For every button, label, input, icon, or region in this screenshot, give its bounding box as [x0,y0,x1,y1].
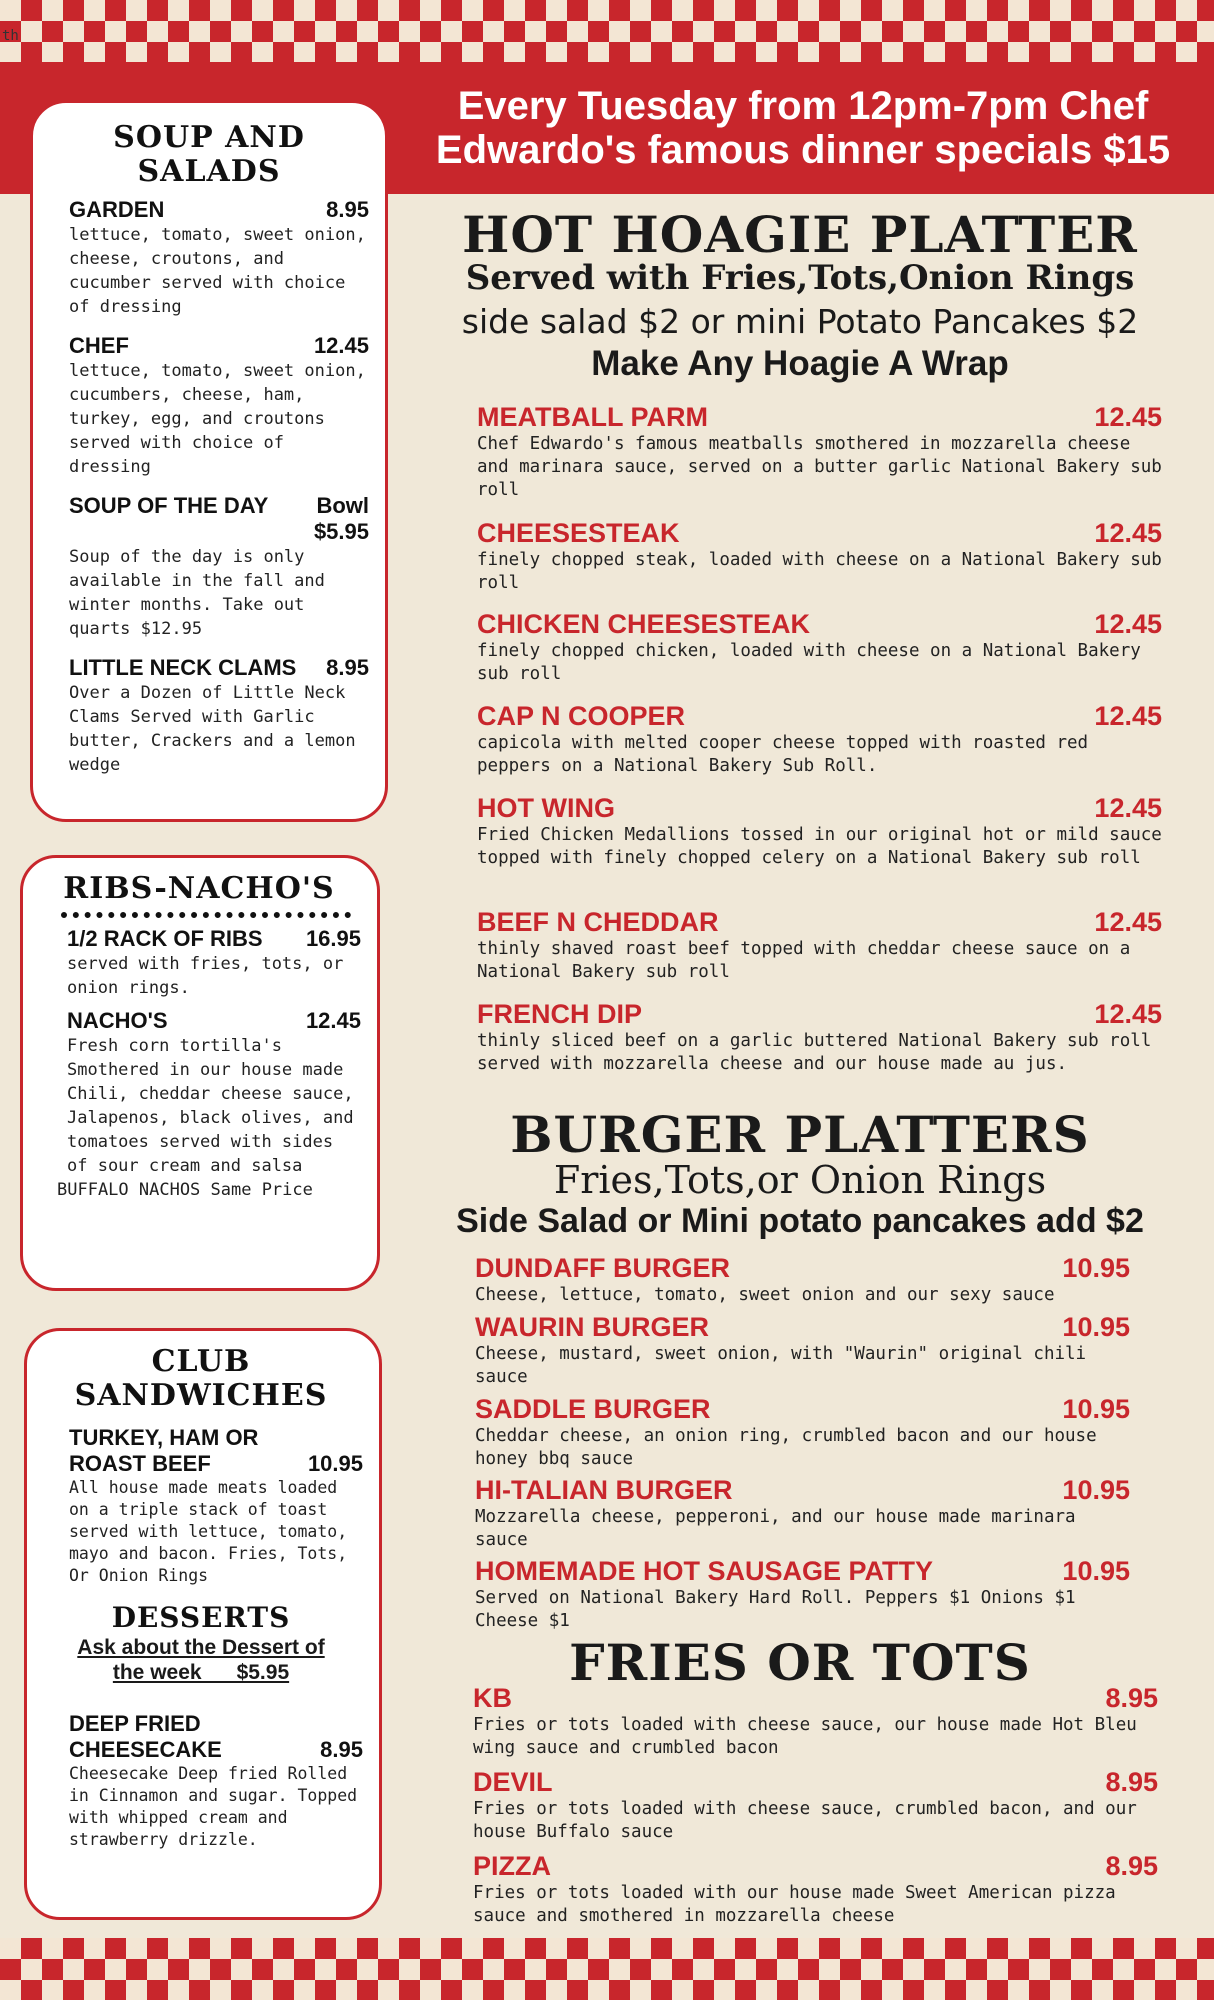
item-description: All house made meats loaded on a triple stack of toast served with lettuce, tomato, mayo and bacon. Fries, Tots, Or Onion Rings [69,1478,348,1585]
item-description: Soup of the day is only available in the fall and winter months. Take out quarts $12.95 [69,547,325,639]
item-name: HI-TALIAN BURGER [475,1475,733,1505]
checkered-border-bottom [0,1938,1214,2000]
item-price: 10.95 [1062,1556,1130,1586]
item-price: 12.45 [1094,999,1162,1029]
item-price: 8.95 [1105,1683,1158,1713]
ribs-nachos-title: RIBS-NACHO'S [63,871,335,906]
item-price: 12.45 [1094,609,1162,639]
item-description: served with fries, tots, or onion rings. [67,954,344,998]
menu-item [69,197,369,319]
item-name: SOUP OF THE DAY [69,493,269,518]
item-price: 8.95 [1105,1767,1158,1797]
item-description: lettuce, tomato, sweet onion, cheese, croutons, and cucumber served with choice of dressing [69,225,366,317]
item-name-line1: TURKEY, HAM OR [69,1425,259,1450]
item-description: Served on National Bakery Hard Roll. Peppers $1 Onions $1 Cheese $1 [475,1588,1076,1631]
item-description: Cheese, mustard, sweet onion, with "Waurin" original chili sauce [475,1344,1087,1387]
item-price: 12.45 [1094,701,1162,731]
menu-item [477,907,1162,984]
dessert-of-week-note [39,1635,363,1685]
item-name: BEEF N CHEDDAR [477,907,719,937]
item-price: Bowl $5.95 [313,493,369,544]
soup-salads-box [30,100,388,822]
item-price: 12.45 [313,333,369,358]
soup-salads-title: SOUP AND SALADS [113,120,305,189]
item-name: FRENCH DIP [477,999,643,1029]
hoagie-title: HOT HOAGIE PLATTER [462,205,1138,264]
item-price: 10.95 [307,1451,363,1476]
buffalo-nachos-note: BUFFALO NACHOS Same Price [57,1180,313,1200]
menu-item [69,493,369,641]
item-description: finely chopped steak, loaded with cheese on a National Bakery sub roll [477,550,1162,593]
club-desserts-box [24,1328,382,1920]
item-description: Mozzarella cheese, pepperoni, and our house made marinara sauce [475,1507,1076,1550]
burger-sub2: Side Salad or Mini potato pancakes add $2 [456,1202,1144,1240]
item-name: CHEESESTEAK [477,518,680,548]
item-name: HOT WING [477,793,615,823]
item-description: thinly sliced beef on a garlic buttered National Bakery sub roll served with mozzarella cheese and our house made au jus. [477,1031,1152,1074]
menu-item [69,333,369,479]
item-description: Fresh corn tortilla's Smothered in our house made Chili, cheddar cheese sauce, Jalapenos, black olives, and tomatoes served with sides of sour cream and salsa [67,1036,354,1176]
menu-item [69,655,369,777]
item-name: KB [473,1683,512,1713]
menu-item [473,1851,1158,1928]
menu-item [475,1253,1130,1307]
item-name: HOMEMADE HOT SAUSAGE PATTY [475,1556,934,1586]
item-name: 1/2 RACK OF RIBS [67,926,263,951]
corner-text: th [2,28,19,44]
dotted-divider [61,908,351,918]
item-description: lettuce, tomato, sweet onion, cucumbers, cheese, ham, turkey, egg, and croutons served with choice of dressing [69,361,366,477]
item-name: NACHO'S [67,1008,168,1033]
tuesday-banner: Every Tuesday from 12pm-7pm Chef Edwardo's famous dinner specials $15 [392,62,1214,194]
item-name: GARDEN [69,197,165,222]
menu-item [69,1425,363,1587]
item-price: 8.95 [326,197,369,222]
burger-sub1: Fries,Tots,or Onion Rings [553,1158,1047,1202]
item-name: DUNDAFF BURGER [475,1253,730,1283]
item-description: Fries or tots loaded with cheese sauce, our house made Hot Bleu wing sauce and crumbled bacon [473,1715,1137,1758]
menu-item [475,1475,1130,1552]
menu-item [473,1767,1158,1844]
item-name-line2: ROAST BEEF [69,1451,211,1476]
item-price: 8.95 [326,655,369,680]
item-price: 12.45 [1094,793,1162,823]
dessert-note-line2: the week $5.95 [112,1661,290,1684]
menu-item [475,1394,1130,1471]
menu-item [67,1008,361,1178]
hoagie-sub3: Make Any Hoagie A Wrap [591,344,1009,383]
menu-item [475,1312,1130,1389]
dessert-note-line1: Ask about the Dessert of [77,1636,325,1659]
hoagie-sub1: Served with Fries,Tots,Onion Rings [465,258,1135,298]
item-description: Fries or tots loaded with our house made Sweet American pizza sauce and smothered in mozzarella cheese [473,1883,1116,1926]
item-price: 8.95 [1105,1851,1158,1881]
menu-item [477,609,1162,686]
item-price: 12.45 [1094,907,1162,937]
item-description: Chef Edwardo's famous meatballs smothered in mozzarella cheese and marinara sauce, served on a butter garlic National Bakery sub roll [477,434,1162,500]
checkered-border-top [0,0,1214,62]
item-description: Fried Chicken Medallions tossed in our original hot or mild sauce topped with finely chopped celery on a National Bakery sub roll [477,825,1162,868]
menu-item [477,518,1162,595]
item-description: Cheese, lettuce, tomato, sweet onion and our sexy sauce [475,1285,1055,1305]
item-description: finely chopped chicken, loaded with cheese on a National Bakery sub roll [477,641,1141,684]
item-name: DEVIL [473,1767,553,1797]
item-name: PIZZA [473,1851,551,1881]
menu-item [477,999,1162,1076]
club-sandwiches-title: CLUB SANDWICHES [74,1344,328,1413]
item-price: 12.45 [1094,402,1162,432]
item-description: Cheesecake Deep fried Rolled in Cinnamon and sugar. Topped with whipped cream and strawberry drizzle. [69,1764,358,1849]
item-price: 8.95 [320,1737,363,1762]
item-description: capicola with melted cooper cheese topped with roasted red peppers on a National Bakery Sub Roll. [477,733,1089,776]
item-price: 10.95 [1062,1312,1130,1342]
item-name: SADDLE BURGER [475,1394,711,1424]
desserts-title: DESSERTS [111,1601,291,1634]
menu-item [473,1683,1158,1760]
item-description: Cheddar cheese, an onion ring, crumbled bacon and our house honey bbq sauce [475,1426,1097,1469]
item-price: 10.95 [1062,1253,1130,1283]
item-description: thinly shaved roast beef topped with cheddar cheese sauce on a National Bakery sub roll [477,939,1131,982]
item-name: CHICKEN CHEESESTEAK [477,609,811,639]
menu-item [475,1556,1130,1633]
item-price: 12.45 [305,1008,361,1033]
item-name: LITTLE NECK CLAMS [69,655,297,680]
item-name: WAURIN BURGER [475,1312,709,1342]
hoagie-sub2: side salad $2 or mini Potato Pancakes $2 [461,302,1139,341]
ribs-nachos-box [20,855,380,1291]
item-name-line1: DEEP FRIED [69,1711,201,1736]
item-name-line2: CHEESECAKE [69,1737,222,1762]
item-name: CHEF [69,333,129,358]
item-price: 12.45 [1094,518,1162,548]
item-price: 10.95 [1062,1394,1130,1424]
item-price: 10.95 [1062,1475,1130,1505]
burger-title: BURGER PLATTERS [510,1105,1090,1164]
menu-item [477,701,1162,778]
item-price: 16.95 [305,926,361,951]
item-description: Over a Dozen of Little Neck Clams Served with Garlic butter, Crackers and a lemon wedge [69,683,356,775]
menu-item [477,402,1162,502]
fries-title: FRIES OR TOTS [569,1633,1031,1692]
item-name: CAP N COOPER [477,701,686,731]
item-description: Fries or tots loaded with cheese sauce, crumbled bacon, and our house Buffalo sauce [473,1799,1137,1842]
menu-item [67,926,361,1000]
menu-item [477,793,1162,870]
menu-item [69,1711,363,1851]
item-name: MEATBALL PARM [477,402,708,432]
